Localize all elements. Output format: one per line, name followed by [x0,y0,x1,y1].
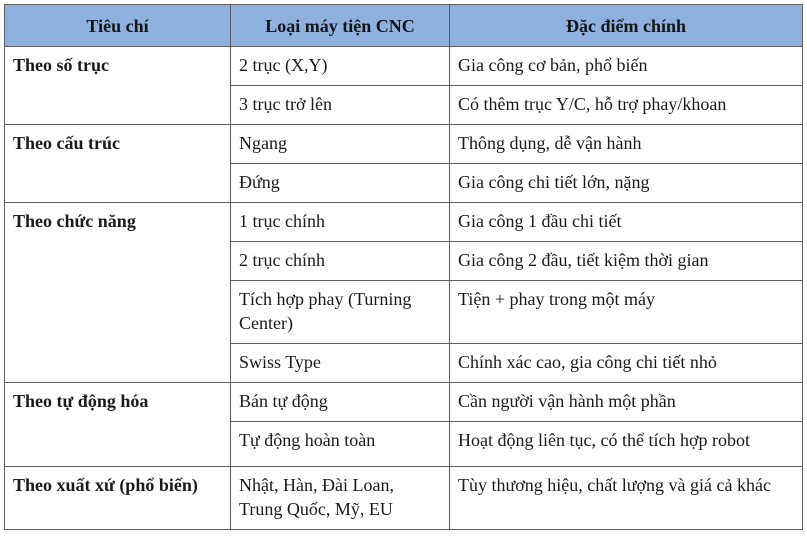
criterion-cell: Theo xuất xứ (phổ biến) [5,467,231,530]
machine-type-cell: Tự động hoàn toàn [231,422,450,467]
criterion-cell: Theo tự động hóa [5,383,231,467]
table-row [5,203,803,242]
machine-type-cell: Đứng [231,164,450,203]
header-machine-type: Loại máy tiện CNC [231,5,450,47]
table-row [5,383,803,422]
machine-type-cell: Swiss Type [231,344,450,383]
machine-type-cell: Bán tự động [231,383,450,422]
feature-cell: Có thêm trục Y/C, hỗ trợ phay/khoan [450,86,803,125]
machine-type-cell: 2 trục chính [231,242,450,281]
feature-cell: Chính xác cao, gia công chi tiết nhỏ [450,344,803,383]
machine-type-cell: Nhật, Hàn, Đài Loan, Trung Quốc, Mỹ, EU [231,467,450,530]
table-row [5,47,803,86]
cnc-lathe-classification-table [4,4,803,530]
machine-type-cell: Tích hợp phay (Turning Center) [231,281,450,344]
table-row [5,125,803,164]
machine-type-cell: 3 trục trở lên [231,86,450,125]
feature-cell: Hoạt động liên tục, có thể tích hợp robot [450,422,803,467]
feature-cell: Gia công cơ bản, phổ biến [450,47,803,86]
cnc-lathe-table-container [4,4,802,530]
feature-cell: Tiện + phay trong một máy [450,281,803,344]
header-main-feature: Đặc điểm chính [450,5,803,47]
header-criterion: Tiêu chí [5,5,231,47]
feature-cell: Cần người vận hành một phần [450,383,803,422]
table-row [5,467,803,530]
feature-cell: Thông dụng, dễ vận hành [450,125,803,164]
machine-type-cell: 2 trục (X,Y) [231,47,450,86]
feature-cell: Gia công 2 đầu, tiết kiệm thời gian [450,242,803,281]
table-header-row [5,5,803,47]
criterion-cell: Theo số trục [5,47,231,125]
machine-type-cell: Ngang [231,125,450,164]
feature-cell: Tùy thương hiệu, chất lượng và giá cả khác [450,467,803,530]
criterion-cell: Theo cấu trúc [5,125,231,203]
machine-type-cell: 1 trục chính [231,203,450,242]
feature-cell: Gia công 1 đầu chi tiết [450,203,803,242]
criterion-cell: Theo chức năng [5,203,231,383]
feature-cell: Gia công chi tiết lớn, nặng [450,164,803,203]
